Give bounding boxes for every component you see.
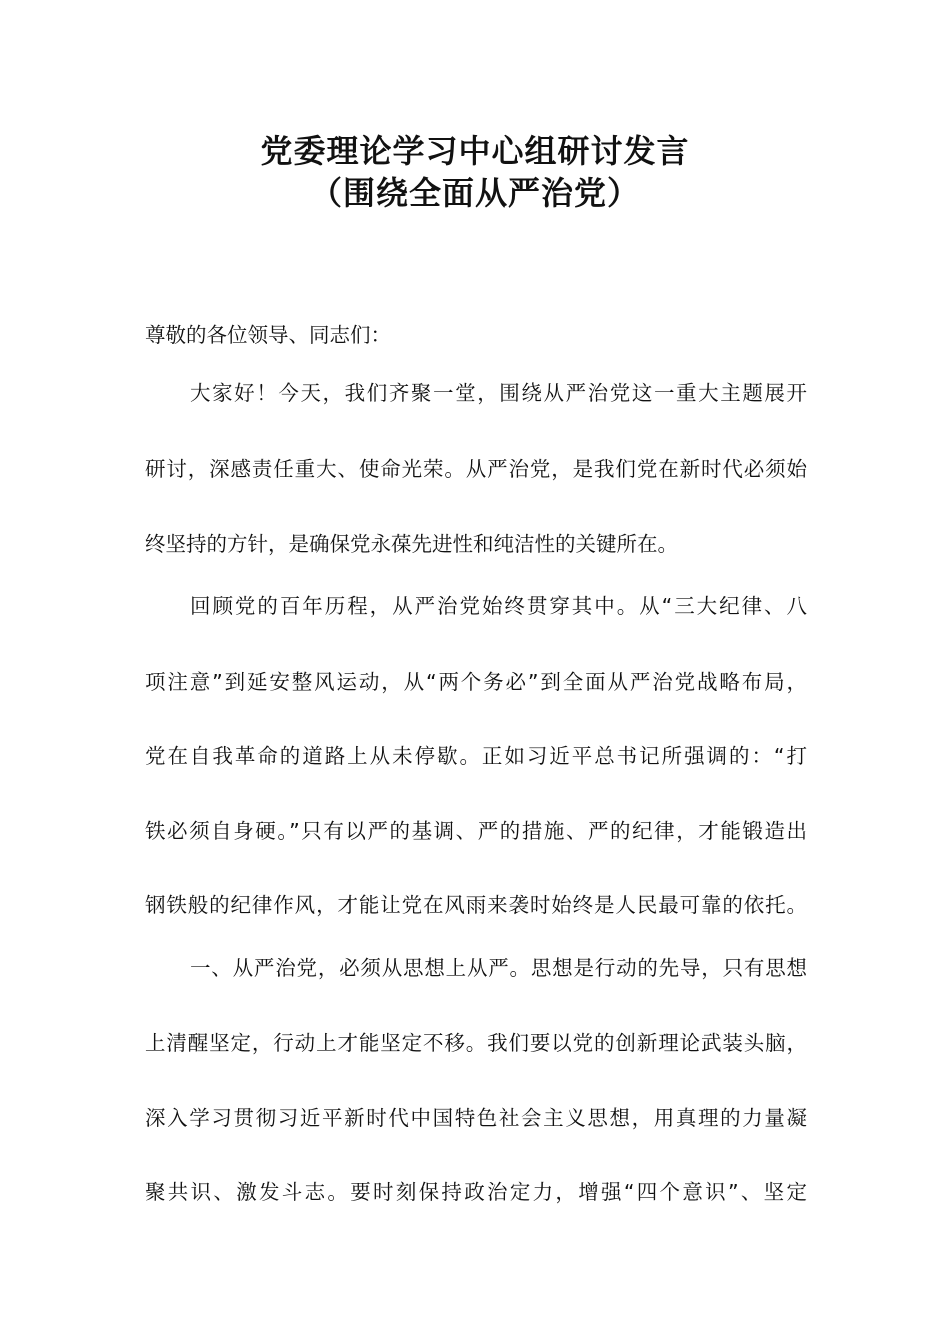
document-title: 党委理论学习中心组研讨发言 <box>260 132 690 170</box>
paragraph-line: 党在自我革命的道路上从未停歇。正如习近平总书记所强调的：“打 <box>145 744 807 768</box>
salutation: 尊敬的各位领导、同志们： <box>145 323 391 347</box>
paragraph-line: 终坚持的方针，是确保党永葆先进性和纯洁性的关键所在。 <box>145 532 678 556</box>
paragraph-line: 研讨，深感责任重大、使命光荣。从严治党，是我们党在新时代必须始 <box>145 457 807 481</box>
paragraph-line: 一、从严治党，必须从思想上从严。思想是行动的先导，只有思想 <box>190 956 807 980</box>
paragraph-line: 铁必须自身硬。”只有以严的基调、严的措施、严的纪律，才能锻造出 <box>145 819 807 843</box>
paragraph-line: 项注意”到延安整风运动，从“两个务必”到全面从严治党战略布局， <box>145 670 807 694</box>
document-subtitle: （围绕全面从严治党） <box>309 174 640 212</box>
paragraph-line: 深入学习贯彻习近平新时代中国特色社会主义思想，用真理的力量凝 <box>145 1106 807 1130</box>
paragraph-line: 钢铁般的纪律作风，才能让党在风雨来袭时始终是人民最可靠的依托。 <box>145 893 807 917</box>
paragraph-line: 回顾党的百年历程，从严治党始终贯穿其中。从“三大纪律、八 <box>190 594 807 618</box>
paragraph-line: 聚共识、激发斗志。要时刻保持政治定力，增强“四个意识”、坚定 <box>145 1180 807 1204</box>
paragraph-line: 大家好！今天，我们齐聚一堂，围绕从严治党这一重大主题展开 <box>190 381 807 405</box>
paragraph-line: 上清醒坚定，行动上才能坚定不移。我们要以党的创新理论武装头脑， <box>145 1031 807 1055</box>
